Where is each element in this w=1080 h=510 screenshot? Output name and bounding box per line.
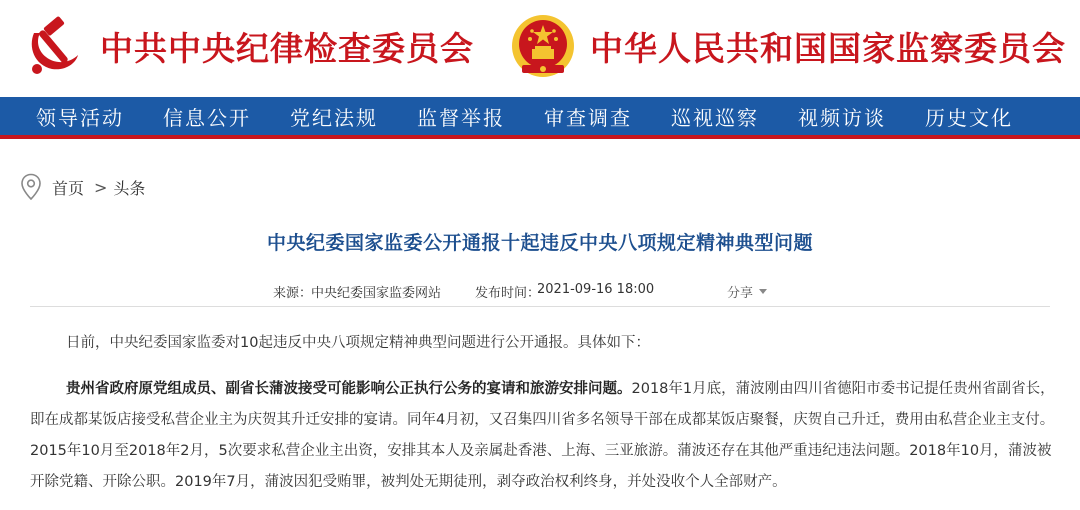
location-pin-icon xyxy=(20,173,42,201)
party-org-title: 中共中央纪律检查委员会 xyxy=(100,28,474,68)
nav-item-inspection[interactable]: 巡视巡察 xyxy=(671,105,759,130)
source-label: 来源： xyxy=(273,286,313,301)
case-heading: 贵州省政府原党组成员、副省长蒲波接受可能影响公正执行公务的宴请和旅游安排问题。 xyxy=(66,381,632,397)
nav-item-info-disclosure[interactable]: 信息公开 xyxy=(163,105,251,130)
publish-time-value: 2021-09-16 18:00 xyxy=(537,282,655,297)
site-header xyxy=(0,0,1080,97)
chevron-down-icon xyxy=(759,289,767,294)
main-nav xyxy=(0,97,1080,139)
article-meta xyxy=(0,282,1080,302)
article-case-paragraph xyxy=(30,374,1065,498)
state-logo-block[interactable] xyxy=(510,6,1066,86)
source-value: 中央纪委国家监委网站 xyxy=(311,286,442,301)
share-label: 分享 xyxy=(727,286,754,301)
breadcrumb-current-link[interactable]: 头条 xyxy=(113,178,146,198)
party-emblem-icon xyxy=(20,13,86,79)
party-logo-block[interactable] xyxy=(20,6,474,86)
nav-item-leadership[interactable]: 领导活动 xyxy=(36,105,124,130)
article-intro-paragraph: 日前，中央纪委国家监委对10起违反中央八项规定精神典型问题进行公开通报。具体如下： xyxy=(66,335,650,351)
breadcrumb xyxy=(20,172,145,202)
nav-item-history[interactable]: 历史文化 xyxy=(925,105,1013,130)
nav-item-report[interactable]: 监督举报 xyxy=(417,105,505,130)
meta-divider xyxy=(30,306,1050,307)
publish-time-label: 发布时间： xyxy=(475,286,541,301)
case-body: 2018年1月底，蒲波刚由四川省德阳市委书记提任贵州省副省长，即在成都某饭店接受私营企业主为庆贺其升迁安排的宴请。同年4月初，又召集四川省多名领导干部在成都某饭店聚餐，庆贺自己升迁，费用由私营企业主支付。2015年10月至2018年2月，5次要求私营企业主出资，安排其本人及亲属赴香港、上海、三亚旅游。蒲波还存在其他严重违纪违法问题。2018年10月，蒲波被开除党籍、开除公职。2019年7月，蒲波因犯受贿罪，被判处无期徒刑，剥夺政治权利终身，并处没收个人全部财产。 xyxy=(30,381,1055,490)
nav-item-video[interactable]: 视频访谈 xyxy=(798,105,886,130)
article-title: 中央纪委国家监委公开通报十起违反中央八项规定精神典型问题 xyxy=(266,232,813,254)
national-emblem-icon xyxy=(510,13,576,79)
state-org-title: 中华人民共和国国家监察委员会 xyxy=(590,28,1066,68)
nav-item-regulations[interactable]: 党纪法规 xyxy=(290,105,378,130)
breadcrumb-home-link[interactable]: 首页 xyxy=(52,178,85,198)
share-button[interactable] xyxy=(727,282,767,301)
breadcrumb-separator: > xyxy=(94,177,108,197)
nav-item-investigation[interactable]: 审查调查 xyxy=(544,105,632,130)
